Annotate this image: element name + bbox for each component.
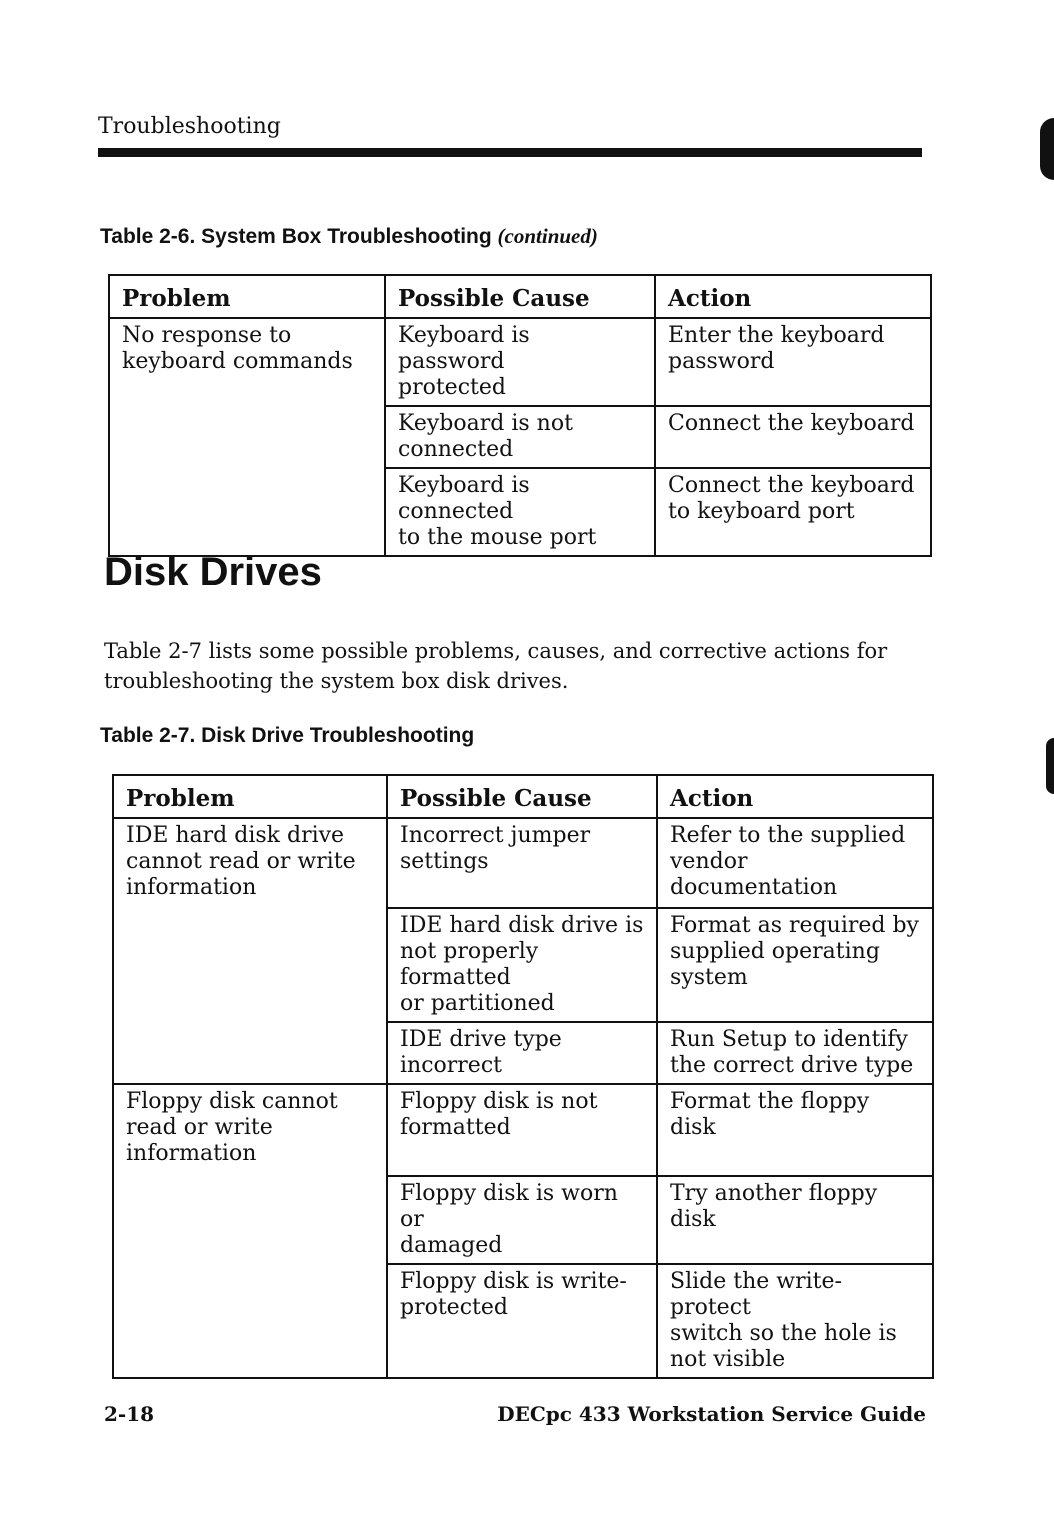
- page-number: 2-18: [104, 1402, 155, 1426]
- cause-cell: Keyboard is password protected: [385, 318, 655, 406]
- section-title: Disk Drives: [104, 550, 322, 594]
- cause-cell: Keyboard is not connected: [385, 406, 655, 468]
- action-cell: Format the floppy disk: [657, 1084, 933, 1176]
- running-head: Troubleshooting: [98, 114, 281, 139]
- header-problem: Problem: [113, 775, 387, 818]
- cause-cell: IDE drive type incorrect: [387, 1022, 657, 1084]
- cause-cell: Keyboard is connected to the mouse port: [385, 468, 655, 556]
- system-box-troubleshooting-table: [108, 274, 932, 557]
- header-action: Action: [657, 775, 933, 818]
- cause-cell: Floppy disk is not formatted: [387, 1084, 657, 1176]
- header-problem: Problem: [109, 275, 385, 318]
- problem-cell: No response to keyboard commands: [109, 318, 385, 556]
- table1-caption-text: Table 2-6. System Box Troubleshooting: [100, 225, 492, 248]
- table1-caption: [100, 224, 598, 249]
- action-cell: Refer to the supplied vendor documentation: [657, 818, 933, 908]
- table2-caption: [100, 724, 474, 748]
- cause-cell: Floppy disk is write- protected: [387, 1264, 657, 1378]
- action-cell: Connect the keyboard to keyboard port: [655, 468, 931, 556]
- page-edge-mark: [1040, 118, 1054, 180]
- action-cell: Slide the write-protect switch so the hole is not visible: [657, 1264, 933, 1378]
- disk-drive-troubleshooting-table: [112, 774, 934, 1379]
- page-edge-mark: [1046, 738, 1054, 794]
- action-cell: Enter the keyboard password: [655, 318, 931, 406]
- cause-cell: IDE hard disk drive is not properly formatted or partitioned: [387, 908, 657, 1022]
- header-possible-cause: Possible Cause: [385, 275, 655, 318]
- header-rule: [98, 148, 922, 157]
- header-action: Action: [655, 275, 931, 318]
- header-possible-cause: Possible Cause: [387, 775, 657, 818]
- table2-caption-text: Table 2-7. Disk Drive Troubleshooting: [100, 724, 475, 747]
- action-cell: Try another floppy disk: [657, 1176, 933, 1264]
- action-cell: Run Setup to identify the correct drive type: [657, 1022, 933, 1084]
- table-row: [113, 1084, 933, 1176]
- problem-cell: Floppy disk cannot read or write information: [113, 1084, 387, 1378]
- cause-cell: Incorrect jumper settings: [387, 818, 657, 908]
- table-row: [113, 818, 933, 908]
- cause-cell: Floppy disk is worn or damaged: [387, 1176, 657, 1264]
- problem-cell: IDE hard disk drive cannot read or write information: [113, 818, 387, 1084]
- book-title: DECpc 433 Workstation Service Guide: [497, 1402, 926, 1426]
- intro-paragraph: Table 2-7 lists some possible problems, causes, and corrective actions for troubleshooting the system box disk drives.: [104, 639, 888, 693]
- table1-caption-suffix: (continued): [497, 224, 598, 248]
- table-header-row: [113, 775, 933, 818]
- action-cell: Connect the keyboard: [655, 406, 931, 468]
- table-header-row: [109, 275, 931, 318]
- action-cell: Format as required by supplied operating system: [657, 908, 933, 1022]
- table-row: [109, 318, 931, 406]
